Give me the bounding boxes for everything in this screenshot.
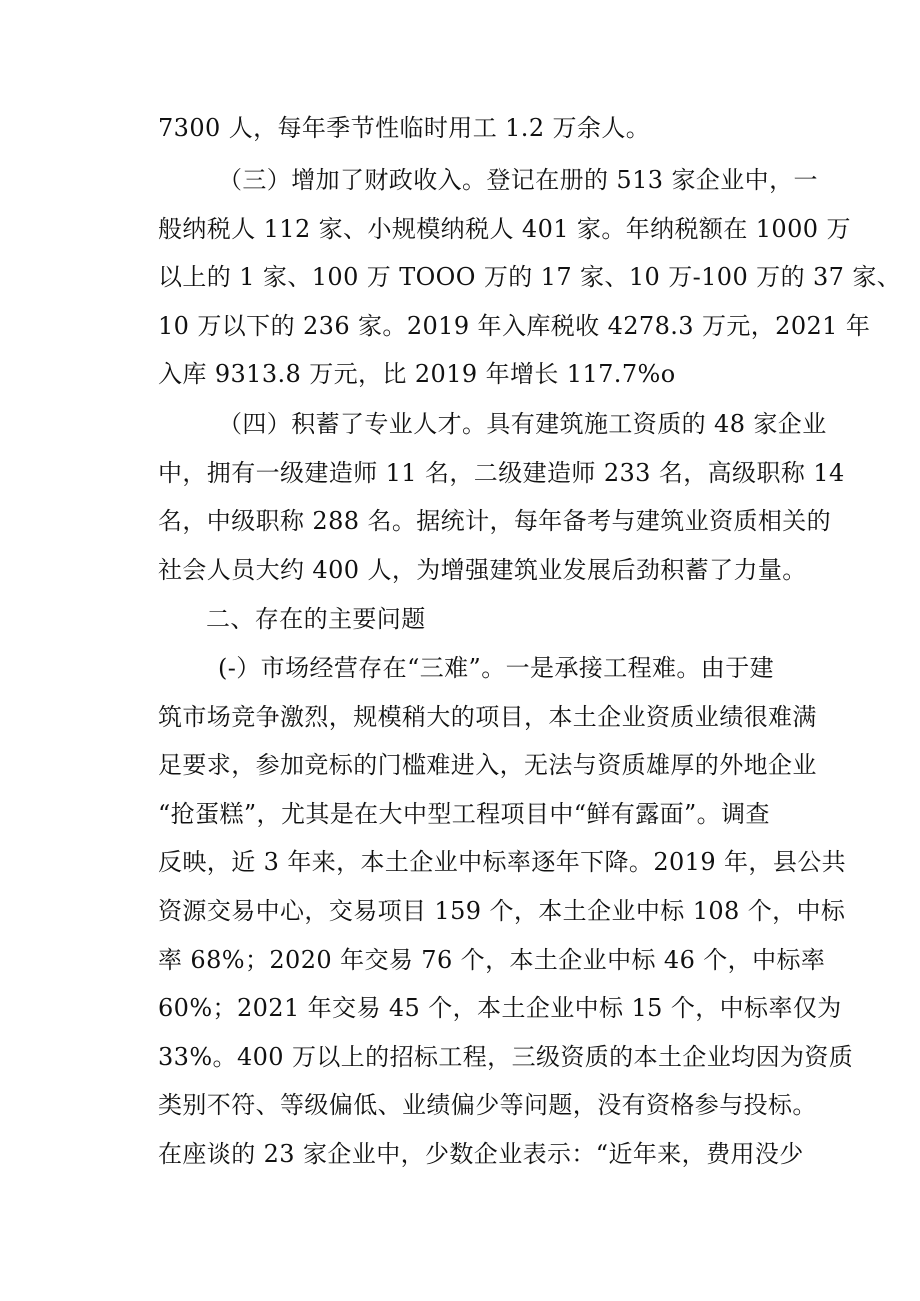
section-heading-line: （三）增加了财政收入。登记在册的 513 家企业中，一: [218, 166, 818, 194]
text-line: 60%；2021 年交易 45 个，本土企业中标 15 个，中标率仅为: [158, 994, 842, 1022]
text-line: 筑市场竞争激烈，规模稍大的项目，本土企业资质业绩很难满: [158, 703, 817, 731]
text-line: “抢蛋糕”，尤其是在大中型工程项目中“鲜有露面”。调查: [158, 800, 770, 828]
text-line: 10 万以下的 236 家。2019 年入库税收 4278.3 万元，2021 年: [158, 312, 871, 340]
text-line: 社会人员大约 400 人，为增强建筑业发展后劲积蓄了力量。: [158, 556, 807, 584]
text-line: 中，拥有一级建造师 11 名，二级建造师 233 名，高级职称 14: [158, 459, 845, 487]
text-line: 33%。400 万以上的招标工程，三级资质的本土企业均因为资质: [158, 1043, 854, 1071]
section-heading-line: (-）市场经营存在“三难”。一是承接工程难。由于建: [218, 654, 775, 682]
section-heading-line: （四）积蓄了专业人才。具有建筑施工资质的 48 家企业: [218, 410, 827, 438]
text-line: 率 68%；2020 年交易 76 个，本土企业中标 46 个，中标率: [158, 946, 826, 974]
text-line: 7300 人，每年季节性临时用工 1.2 万余人。: [158, 114, 651, 142]
text-line: 以上的 1 家、100 万 TOOO 万的 17 家、10 万-100 万的 37 家、: [158, 263, 902, 291]
text-line: 在座谈的 23 家企业中，少数企业表示：“近年来，费用没少: [158, 1140, 804, 1168]
text-line: 类别不符、等级偏低、业绩偏少等问题，没有资格参与投标。: [158, 1091, 817, 1119]
text-line: 名，中级职称 288 名。据统计，每年备考与建筑业资质相关的: [158, 507, 832, 535]
text-line: 般纳税人 112 家、小规模纳税人 401 家。年纳税额在 1000 万: [158, 215, 851, 243]
chapter-heading: 二、存在的主要问题: [206, 605, 426, 633]
text-line: 反映，近 3 年来，本土企业中标率逐年下降。2019 年，县公共: [158, 848, 847, 876]
text-line: 资源交易中心，交易项目 159 个，本土企业中标 108 个，中标: [158, 897, 846, 925]
text-line: 入库 9313.8 万元，比 2019 年增长 117.7%o: [158, 360, 676, 388]
text-line: 足要求，参加竞标的门槛难进入，无法与资质雄厚的外地企业: [158, 751, 817, 779]
